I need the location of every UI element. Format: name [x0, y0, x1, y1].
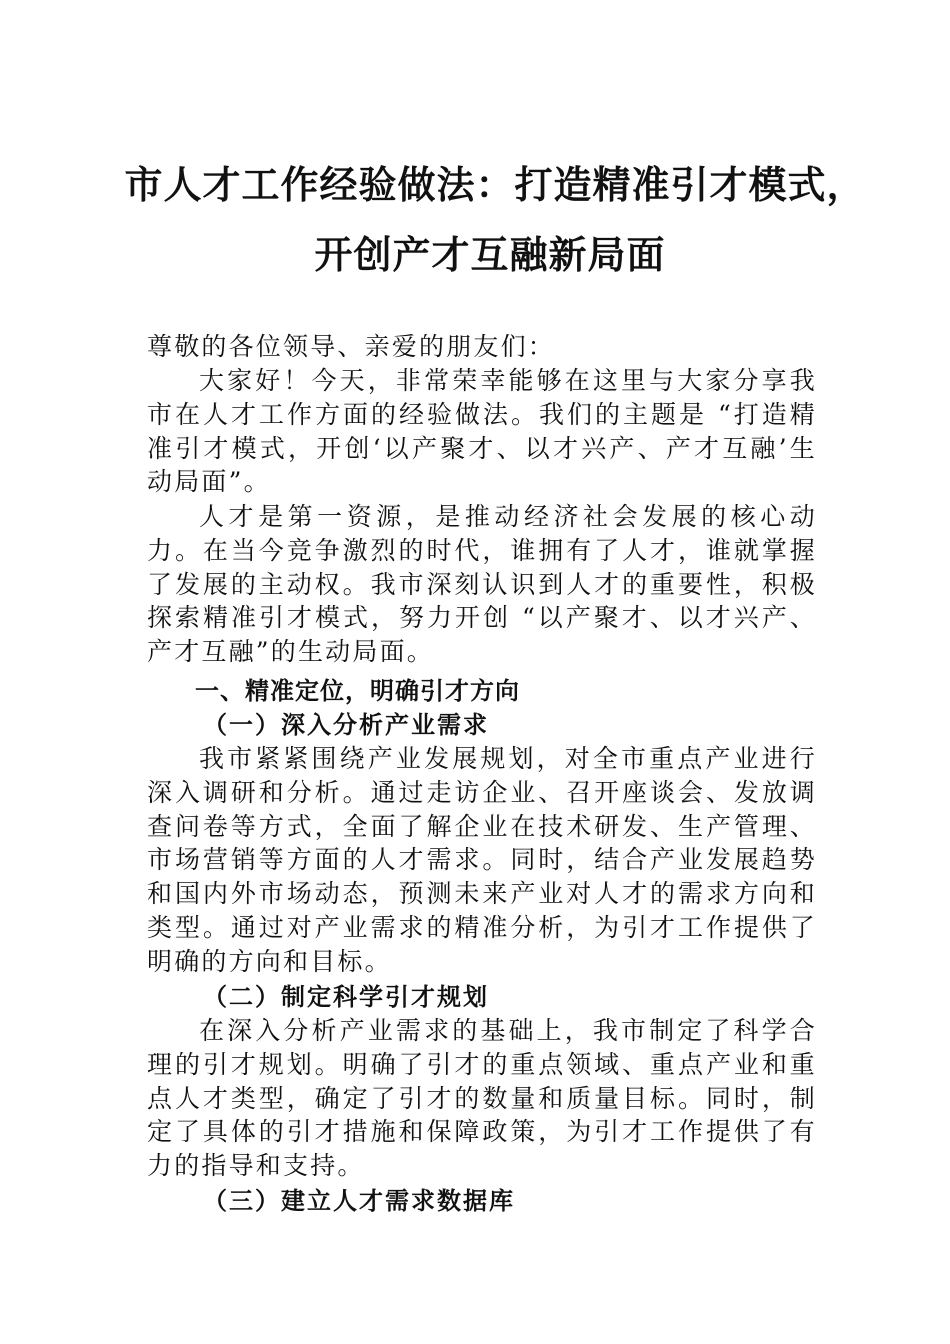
paragraph-greeting: 大家好！今天，非常荣幸能够在这里与大家分享我市在人才工作方面的经验做法。我们的主题是 “打造精准引才模式，开创‘以产聚才、以才兴产、产才互融’生动局面”。 [147, 366, 817, 497]
paragraph-talent-importance: 人才是第一资源，是推动经济社会发展的核心动力。在当今竞争激烈的时代，谁拥有了人才，谁就掌握了发展的主动权。我市深刻认识到人才的重要性，积极探索精准引才模式，努力开创 “以产聚才、以才兴产、产才互融”的生动局面。 [147, 502, 817, 667]
section-heading-1: 一、精准定位，明确引才方向 [195, 677, 520, 705]
subsection-heading-1: （一）深入分析产业需求 [203, 710, 489, 739]
paragraph-industry-demand: 我市紧紧围绕产业发展规划，对全市重点产业进行深入调研和分析。通过走访企业、召开座谈会、发放调查问卷等方式，全面了解企业在技术研发、生产管理、市场营销等方面的人才需求。同时，结合产业发展趋势和国内外市场动态，预测未来产业对人才的需求方向和类型。通过对产业需求的精准分析，为引才工作提供了明确的方向和目标。 [147, 744, 817, 976]
salutation: 尊敬的各位领导、亲爱的朋友们： [147, 332, 556, 361]
document-title-line-2: 开创产才互融新局面 [314, 232, 666, 277]
subsection-heading-2: （二）制定科学引才规划 [203, 982, 489, 1011]
paragraph-recruitment-plan: 在深入分析产业需求的基础上，我市制定了科学合理的引才规划。明确了引才的重点领域、重点产业和重点人才类型，确定了引才的数量和质量目标。同时，制定了具体的引才措施和保障政策，为引才工作提供了有力的指导和支持。 [147, 1016, 817, 1181]
subsection-heading-3: （三）建立人才需求数据库 [203, 1186, 515, 1215]
document-title-line-1: 市人才工作经验做法：打造精准引才模式， [124, 162, 866, 207]
